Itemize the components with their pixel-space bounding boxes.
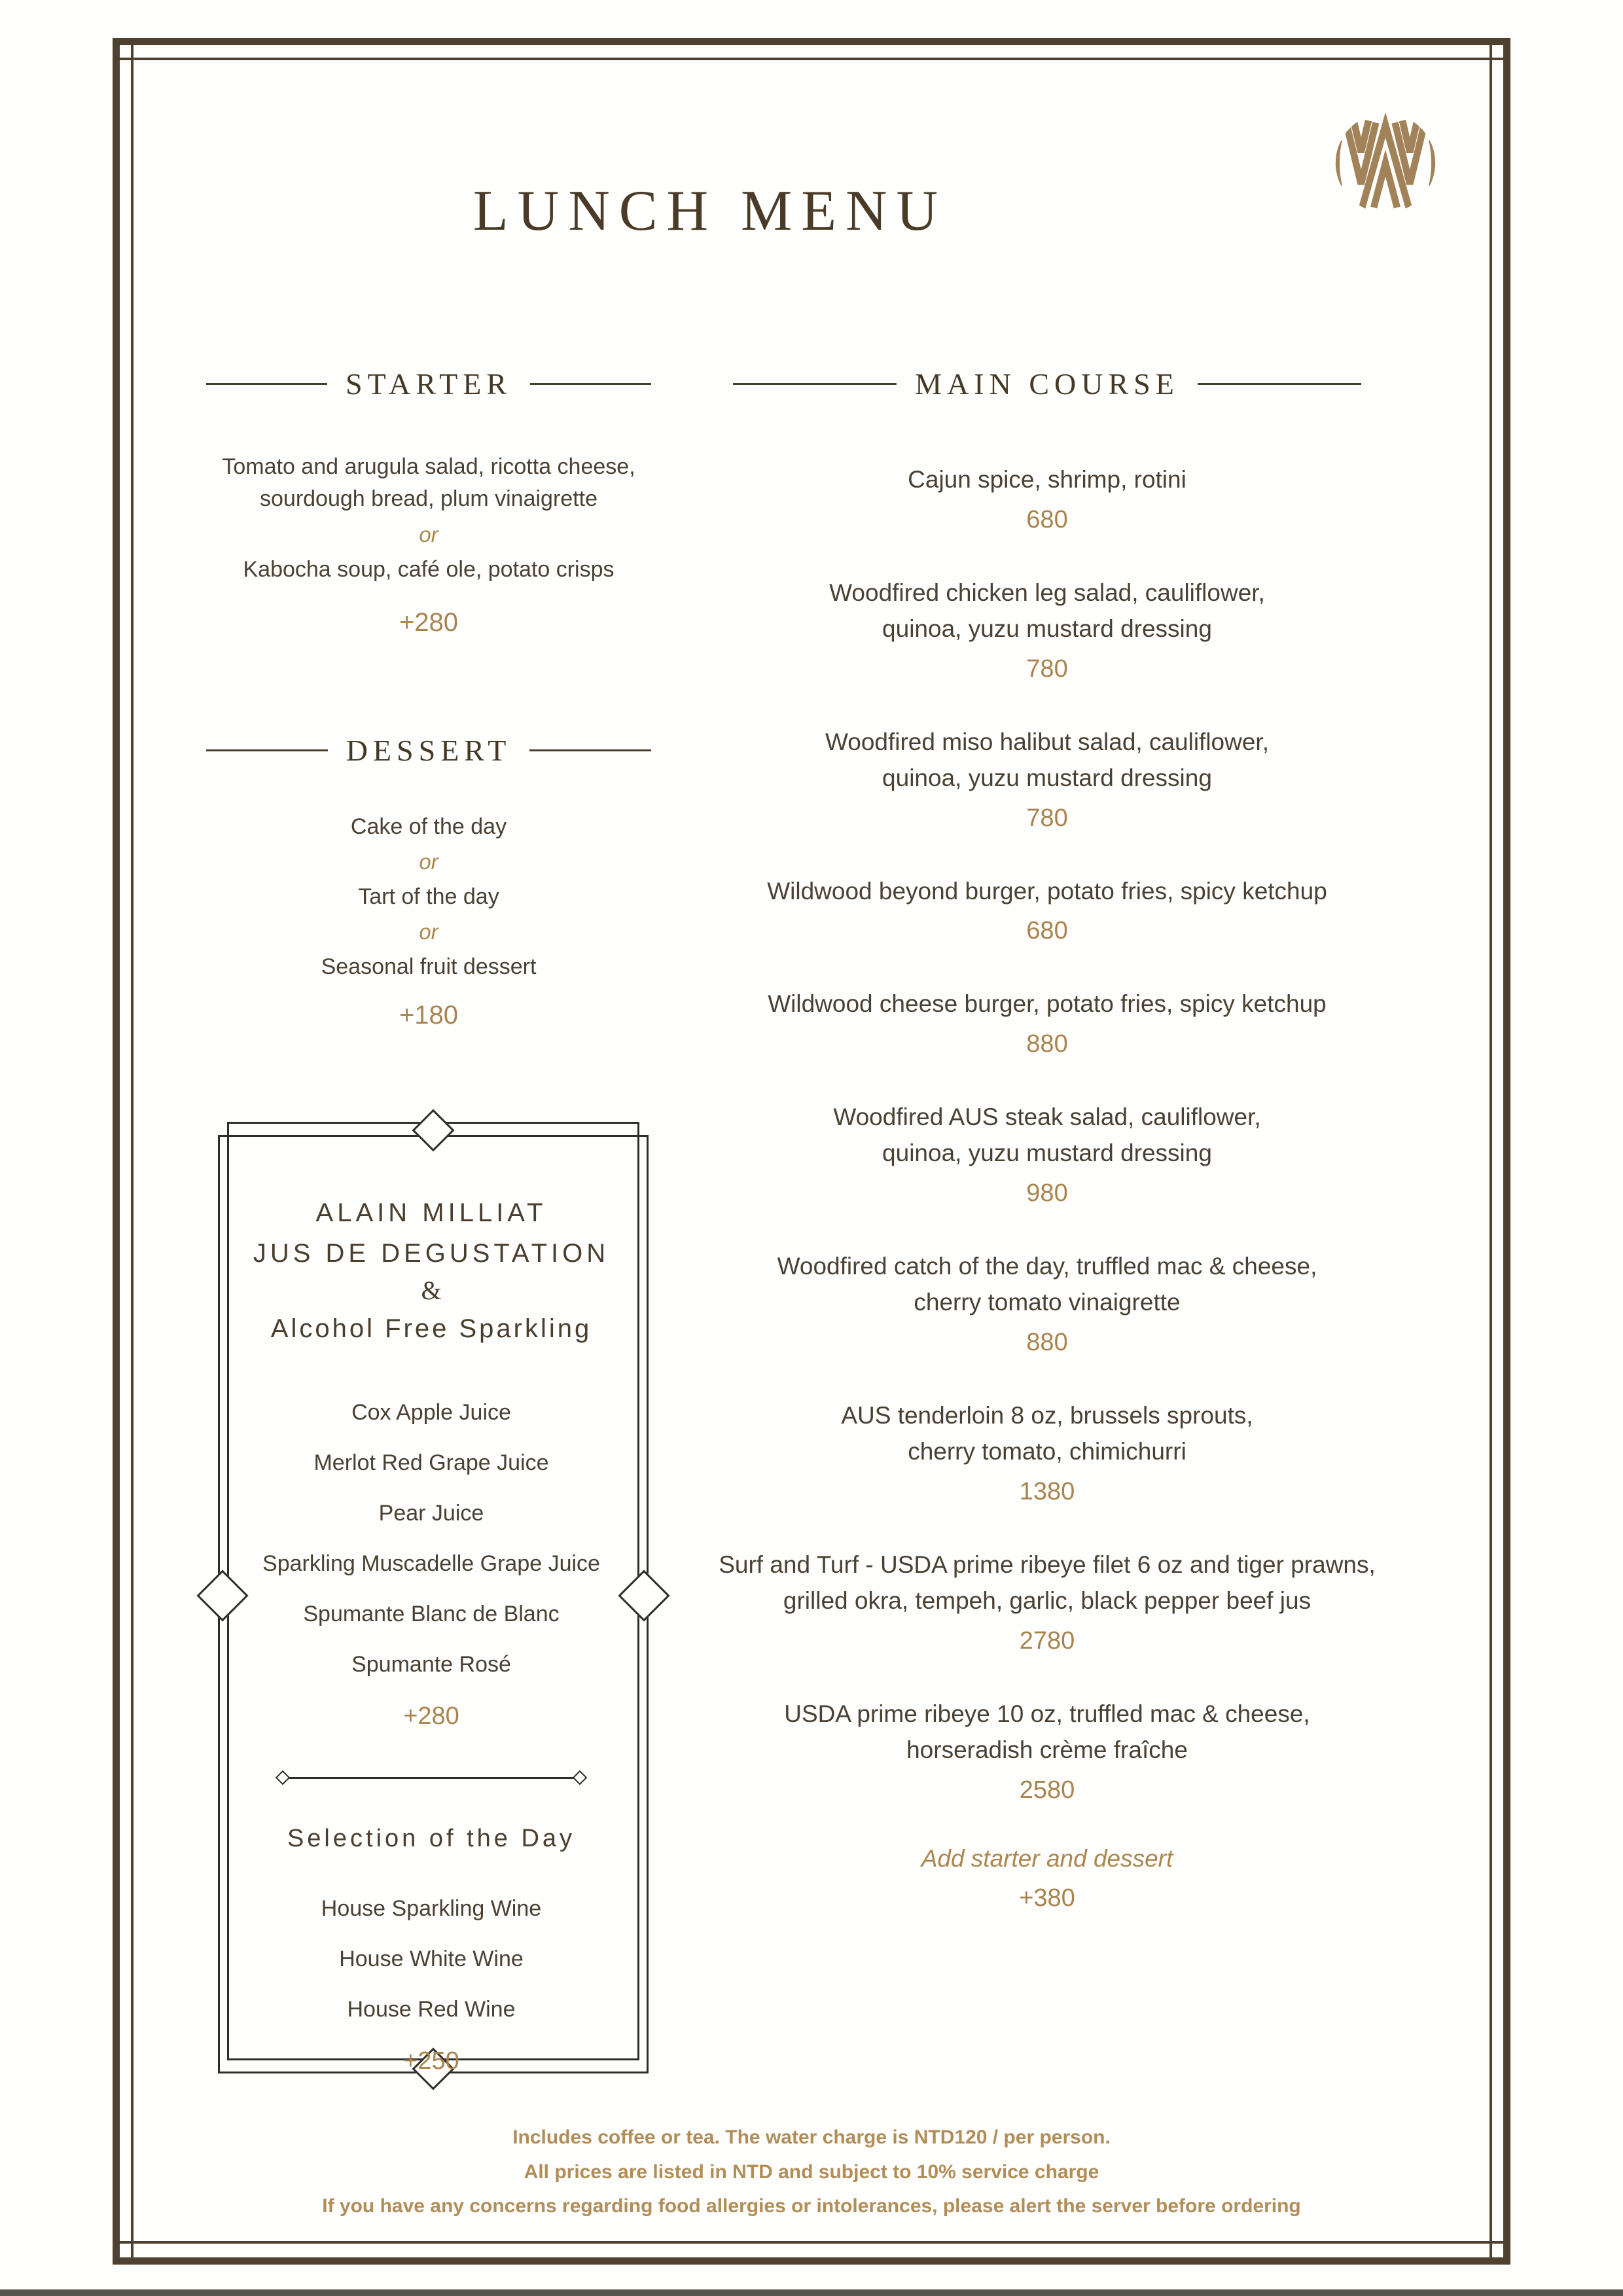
starter-heading-label: STARTER bbox=[346, 367, 512, 401]
menu-item bbox=[668, 1248, 1427, 1357]
item-price: 2580 bbox=[1019, 1776, 1075, 1804]
footer-line3: If you have any concerns regarding food allergies or intolerances, please alert the server before ordering bbox=[322, 2195, 1301, 2217]
item-description: quinoa, yuzu mustard dressing bbox=[882, 615, 1212, 642]
menu-item bbox=[668, 1397, 1427, 1506]
item-description: Woodfired AUS steak salad, cauliflower, bbox=[833, 1103, 1261, 1130]
item-description: AUS tenderloin 8 oz, brussels sprouts, bbox=[841, 1401, 1253, 1429]
juice-item: Merlot Red Grape Juice bbox=[313, 1450, 549, 1475]
left-column bbox=[206, 367, 651, 1030]
mini-diamond-icon bbox=[573, 1770, 588, 1785]
item-description: horseradish crème fraîche bbox=[906, 1736, 1188, 1763]
rule-line bbox=[529, 749, 651, 751]
dessert-heading-label: DESSERT bbox=[346, 733, 512, 767]
main-course-heading-label: MAIN COURSE bbox=[915, 367, 1179, 401]
dessert-option1: Cake of the day bbox=[350, 814, 507, 839]
addon-price: +380 bbox=[1019, 1884, 1075, 1912]
item-description: cherry tomato vinaigrette bbox=[914, 1289, 1181, 1316]
menu-item bbox=[668, 1099, 1427, 1208]
mini-diamond-icon bbox=[276, 1770, 291, 1785]
menu-item bbox=[668, 1547, 1427, 1655]
item-description: cherry tomato, chimichurri bbox=[908, 1438, 1186, 1465]
starter-option1-line1: Tomato and arugula salad, ricotta cheese, bbox=[222, 454, 635, 479]
main-course-column bbox=[668, 367, 1427, 1912]
item-price: 780 bbox=[1026, 804, 1068, 832]
item-price: 880 bbox=[1026, 1030, 1068, 1058]
wine-price: +250 bbox=[403, 2047, 459, 2075]
item-description: Woodfired catch of the day, truffled mac & cheese, bbox=[777, 1252, 1317, 1280]
beverage-heading-line3: Alcohol Free Sparkling bbox=[270, 1314, 592, 1343]
item-price: 2780 bbox=[1019, 1626, 1075, 1655]
selection-heading: Selection of the Day bbox=[287, 1825, 576, 1852]
starter-option1-line2: sourdough bread, plum vinaigrette bbox=[260, 486, 597, 512]
beverage-heading-line1: ALAIN MILLIAT bbox=[315, 1198, 547, 1227]
footer-notes bbox=[144, 2121, 1479, 2224]
menu-item bbox=[668, 873, 1427, 946]
rule-line bbox=[530, 383, 651, 385]
page-bottom-edge bbox=[0, 2289, 1623, 2296]
divider-line bbox=[288, 1777, 575, 1779]
beverage-box-content bbox=[227, 1193, 635, 2075]
ampersand: & bbox=[421, 1276, 442, 1305]
box-divider bbox=[277, 1772, 585, 1783]
juice-price: +280 bbox=[403, 1702, 459, 1730]
menu-item bbox=[668, 1696, 1427, 1804]
wood-grain-monogram-logo-icon bbox=[1332, 110, 1438, 216]
wine-item: House Red Wine bbox=[347, 1997, 516, 2022]
juice-item: Cox Apple Juice bbox=[351, 1400, 511, 1425]
or-label: or bbox=[419, 920, 438, 944]
inner-border-line-left bbox=[131, 45, 134, 2257]
item-price: 880 bbox=[1026, 1328, 1068, 1356]
item-description: grilled okra, tempeh, garlic, black pepper beef jus bbox=[783, 1587, 1311, 1614]
item-price: 1380 bbox=[1019, 1477, 1075, 1505]
item-description: Wildwood beyond burger, potato fries, spicy ketchup bbox=[767, 877, 1327, 905]
page-title: LUNCH MENU bbox=[473, 179, 948, 243]
item-description: quinoa, yuzu mustard dressing bbox=[882, 1139, 1212, 1166]
rule-line bbox=[1198, 383, 1361, 385]
item-description: Woodfired chicken leg salad, cauliflower, bbox=[829, 579, 1265, 606]
starter-heading bbox=[206, 367, 651, 401]
item-description: Cajun spice, shrimp, rotini bbox=[908, 466, 1186, 493]
dessert-option2: Tart of the day bbox=[358, 884, 499, 910]
footer-line1: Includes coffee or tea. The water charge is NTD120 / per person. bbox=[512, 2126, 1111, 2148]
main-course-heading bbox=[668, 367, 1427, 401]
dessert-heading bbox=[206, 733, 651, 768]
juice-item: Spumante Blanc de Blanc bbox=[303, 1602, 560, 1626]
dessert-option3: Seasonal fruit dessert bbox=[321, 954, 537, 980]
dessert-price: +180 bbox=[399, 1000, 459, 1030]
or-label: or bbox=[419, 522, 438, 547]
juice-item: Sparkling Muscadelle Grape Juice bbox=[262, 1551, 600, 1576]
item-description: Woodfired miso halibut salad, cauliflower, bbox=[825, 728, 1269, 755]
item-price: 980 bbox=[1026, 1179, 1068, 1207]
rule-line bbox=[206, 749, 328, 751]
starter-option2-line1: Kabocha soup, café ole, potato crisps bbox=[243, 556, 615, 582]
wine-item: House Sparkling Wine bbox=[321, 1896, 542, 1921]
starter-price: +280 bbox=[399, 607, 459, 637]
item-price: 780 bbox=[1026, 655, 1068, 683]
rule-line bbox=[733, 383, 897, 385]
item-price: 680 bbox=[1026, 505, 1068, 533]
item-description: quinoa, yuzu mustard dressing bbox=[882, 764, 1212, 791]
item-description: USDA prime ribeye 10 oz, truffled mac & cheese, bbox=[784, 1700, 1310, 1727]
juice-item: Pear Juice bbox=[378, 1501, 484, 1526]
wine-item: House White Wine bbox=[339, 1946, 524, 1971]
inner-border-line-right bbox=[1489, 45, 1492, 2257]
menu-item bbox=[668, 724, 1427, 833]
inner-border-line-bottom bbox=[120, 2241, 1503, 2244]
footer-line2: All prices are listed in NTD and subject to 10% service charge bbox=[524, 2161, 1099, 2183]
item-price: 680 bbox=[1026, 917, 1068, 944]
juice-item: Spumante Rosé bbox=[351, 1652, 511, 1677]
addon-label: Add starter and dessert bbox=[921, 1844, 1173, 1872]
inner-border-line-top bbox=[120, 58, 1503, 60]
rule-line bbox=[206, 383, 327, 385]
menu-item bbox=[668, 986, 1427, 1058]
menu-item bbox=[668, 575, 1427, 683]
item-description: Wildwood cheese burger, potato fries, spicy ketchup bbox=[768, 990, 1327, 1017]
or-label: or bbox=[419, 850, 438, 874]
item-description: Surf and Turf - USDA prime ribeye filet 6 oz and tiger prawns, bbox=[719, 1551, 1376, 1578]
menu-item bbox=[668, 461, 1427, 534]
beverage-heading-line2: JUS DE DEGUSTATION bbox=[253, 1239, 610, 1268]
